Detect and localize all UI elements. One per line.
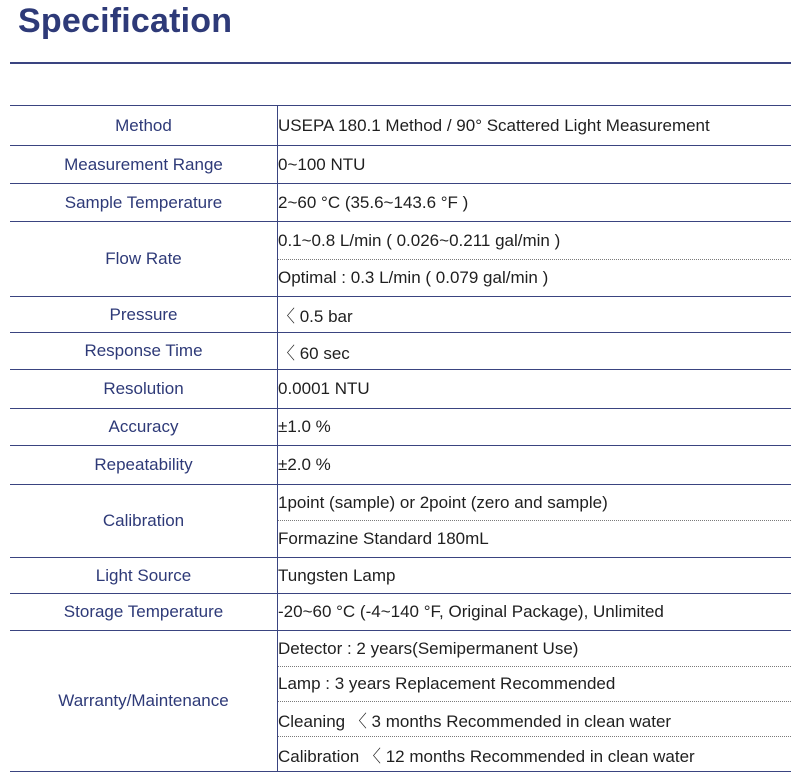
spec-label: Sample Temperature [10,184,278,222]
spec-value: Lamp : 3 years Replacement Recommended [278,667,791,702]
table-row [10,146,791,184]
spec-label: Light Source [10,558,278,594]
spec-value: ±2.0 % [278,446,791,485]
spec-value: Formazine Standard 180mL [278,521,791,558]
spec-table [10,105,791,772]
spec-label: Pressure [10,297,278,333]
spec-value: 0.1~0.8 L/min ( 0.026~0.211 gal/min ) [278,222,791,260]
spec-label: Measurement Range [10,146,278,184]
spec-value: Calibration 〈 12 months Recommended in clean water [278,737,791,772]
spec-value: Optimal : 0.3 L/min ( 0.079 gal/min ) [278,260,791,297]
title-divider [10,62,791,64]
spec-value: -20~60 °C (-4~140 °F, Original Package), Unlimited [278,594,791,631]
table-row [10,333,791,370]
table-row [10,184,791,222]
table-row [10,297,791,333]
spec-value: 〈 0.5 bar [278,297,791,333]
spec-label: Calibration [10,485,278,558]
table-row [10,370,791,409]
spec-label: Warranty/Maintenance [10,631,278,772]
table-row [10,106,791,146]
spec-value: 0.0001 NTU [278,370,791,409]
spec-label: Flow Rate [10,222,278,297]
spec-label: Method [10,106,278,146]
spec-value: USEPA 180.1 Method / 90° Scattered Light Measurement [278,106,791,146]
table-row [10,631,791,667]
table-row [10,485,791,521]
spec-label: Response Time [10,333,278,370]
table-row [10,558,791,594]
spec-label: Accuracy [10,409,278,446]
spec-value: 1point (sample) or 2point (zero and sample) [278,485,791,521]
spec-value: 0~100 NTU [278,146,791,184]
spec-value: Detector : 2 years(Semipermanent Use) [278,631,791,667]
spec-table-body [10,106,791,772]
table-row [10,594,791,631]
table-row [10,446,791,485]
spec-value: ±1.0 % [278,409,791,446]
spec-value: Tungsten Lamp [278,558,791,594]
spec-label: Repeatability [10,446,278,485]
table-row [10,409,791,446]
table-row [10,222,791,260]
spec-value: Cleaning 〈 3 months Recommended in clean water [278,702,791,737]
spec-value: 2~60 °C (35.6~143.6 °F ) [278,184,791,222]
page-title: Specification [18,2,233,40]
spec-value: 〈 60 sec [278,333,791,370]
spec-label: Storage Temperature [10,594,278,631]
spec-label: Resolution [10,370,278,409]
